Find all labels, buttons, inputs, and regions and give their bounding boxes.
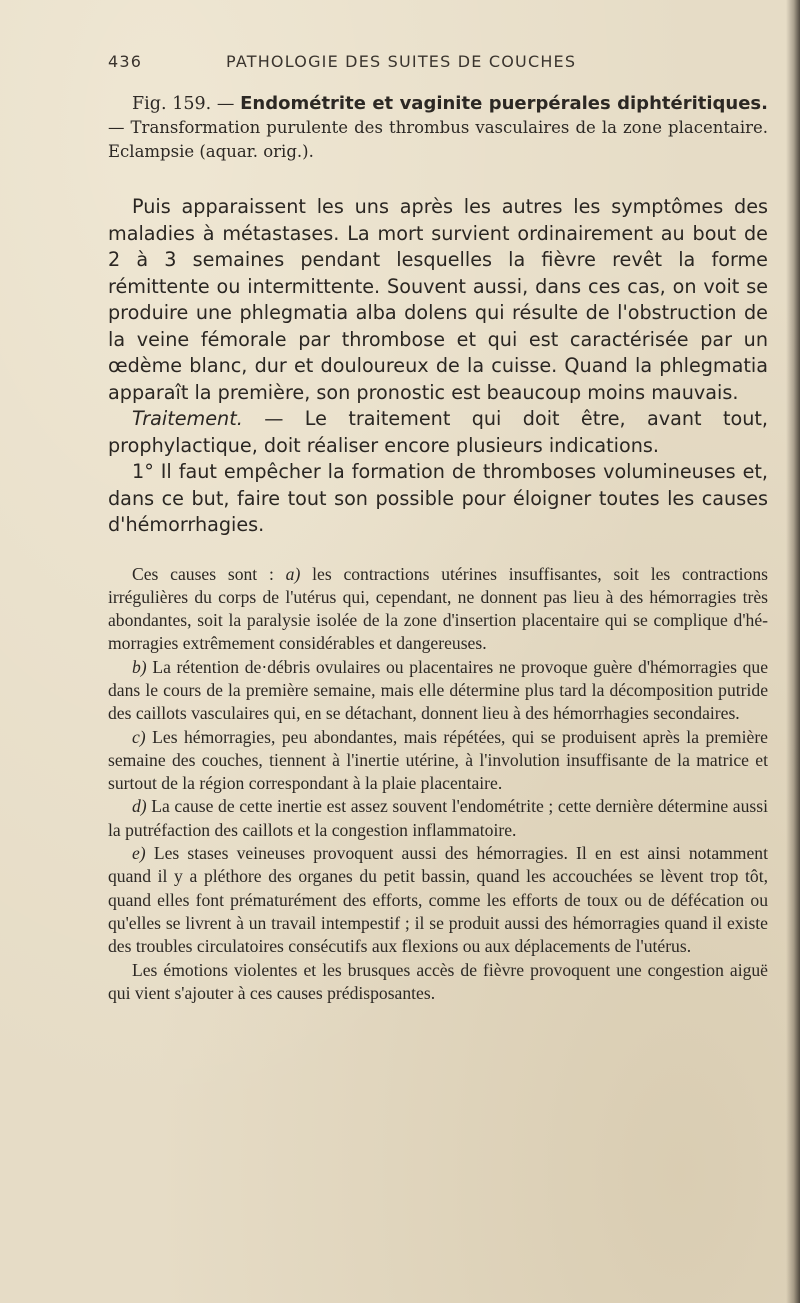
- small-paragraph-e: [108, 842, 768, 958]
- item-letter-c: c): [132, 726, 146, 747]
- item-letter-b: b): [132, 656, 147, 677]
- page-edge-shadow: [786, 0, 800, 1303]
- item-text-a: les contractions utérines insuffisantes, soit les contractions irrégulières du corps de l'utérus qui, cependant, ne donnent pas lieu à des hémorragies très abondantes, soit la paralysie isolée de la zone d'insertion placentaire qui se complique d'hémorragies extrêmement considérables et dangereuses.: [108, 563, 768, 654]
- small-paragraph-d: [108, 795, 768, 842]
- item-letter-e: e): [132, 843, 146, 864]
- small-paragraph-c: [108, 726, 768, 796]
- book-page: [108, 52, 768, 1005]
- treatment-heading: Traitement.: [132, 407, 243, 430]
- causes-intro: Ces causes sont :: [132, 563, 274, 584]
- treatment-text: — Le traitement qui doit être, avant tout, prophylactique, doit réaliser encore plusieurs indications.: [108, 407, 768, 457]
- figure-label: Fig. 159. —: [132, 94, 235, 114]
- main-text: [108, 194, 768, 539]
- main-paragraph-indication-1: 1° Il faut empêcher la formation de thromboses volumineuses et, dans ce but, faire tout son possible pour éloigner toutes les causes d'hémorrhagies.: [108, 460, 768, 536]
- item-text-d: La cause de cette inertie est assez souvent l'endométrite ; cette dernière détermine aussi la putréfaction des caillots et la congestion inflammatoire.: [108, 796, 768, 840]
- running-header: [108, 52, 768, 82]
- small-paragraph-a: [108, 563, 768, 656]
- item-letter-d: d): [132, 796, 147, 817]
- item-letter-a: a): [285, 563, 301, 584]
- item-text-b: La rétention de·débris ovulaires ou placentaires ne provoque guère d'hémorragies que dans le cours de la première semaine, mais elle détermine plus tard la décomposition putride des caillots vasculaires qui, en se détachant, donnent lieu à des hémorrhagies secondaires.: [108, 656, 769, 724]
- page-number: 436: [108, 52, 143, 71]
- item-text-c: Les hémorragies, peu abondantes, mais répétées, qui se produisent après la première semaine des couches, tiennent à l'inertie utérine, à l'involution insuffisante de la matrice et surtout de la région correspondant à la plaie placentaire.: [108, 726, 768, 794]
- main-paragraph-treatment: [108, 406, 768, 459]
- item-text-e: Les stases veineuses provoquent aussi des hémorragies. Il en est ainsi notamment quand il y a pléthore des organes du petit bassin, quand les accouchées se lèvent trop tôt, quand elles font prématurément des efforts, comme les efforts de toux ou de défécation ou qu'elles se livrent à un travail intempestif ; il se produit aussi des hémorragies quand il existe des troubles circulatoires consécutifs aux flexions ou aux déplacements de l'utérus.: [108, 843, 768, 957]
- small-paragraph-b: [108, 656, 768, 726]
- small-paragraph-emotions: Les émotions violentes et les brusques accès de fièvre provoquent une congestion aiguë qui vient s'ajouter à ces causes prédisposantes.: [108, 959, 768, 1003]
- figure-caption: [108, 92, 768, 164]
- figure-title: Endométrite et vaginite puerpérales diphtéritiques.: [240, 93, 768, 114]
- figure-description: — Transformation purulente des thrombus vasculaires de la zone placentaire. Eclampsie (aquar. orig.).: [108, 118, 768, 161]
- main-paragraph-symptoms: Puis apparaissent les uns après les autres les symptômes des maladies à métastases. La mort survient ordinairement au bout de 2 à 3 semaines pendant lesquelles la fièvre revêt la forme rémittente ou intermittente. Souvent aussi, dans ces cas, on voit se produire une phlegmatia alba dolens qui résulte de l'obstruction de la veine fémorale par thrombose et qui est caractérisée par un œdème blanc, dur et douloureux de la cuisse. Quand la phlegmatia apparaît la première, son pronostic est beaucoup moins mauvais.: [108, 195, 768, 404]
- small-print-text: [108, 563, 768, 1006]
- running-title: PATHOLOGIE DES SUITES DE COUCHES: [226, 52, 577, 71]
